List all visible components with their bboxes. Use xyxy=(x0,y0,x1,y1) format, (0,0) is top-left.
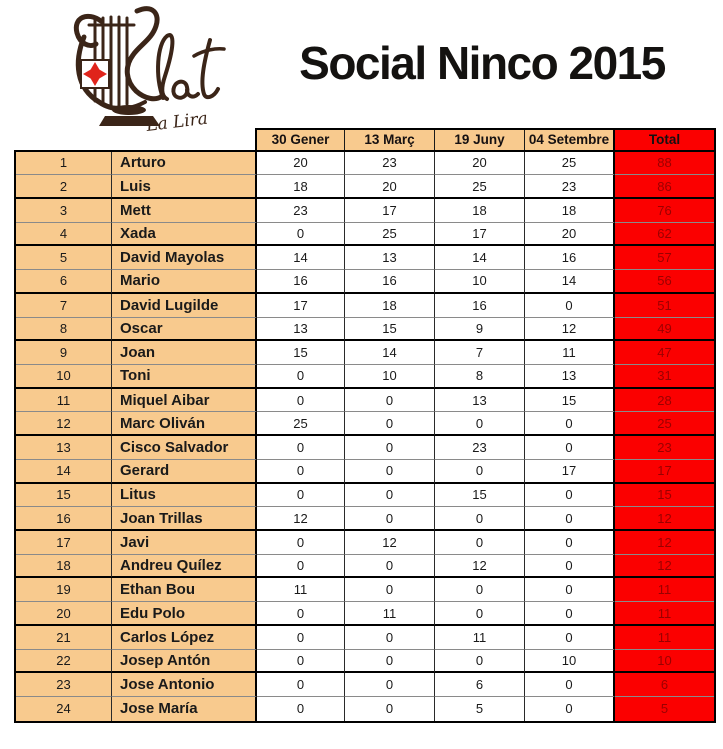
score-cell: 25 xyxy=(525,152,615,176)
total-cell: 10 xyxy=(615,650,714,674)
score-cell: 0 xyxy=(525,531,615,555)
score-cell: 0 xyxy=(435,578,525,602)
name-cell: Joan xyxy=(112,341,257,365)
total-cell: 56 xyxy=(615,270,714,294)
name-cell: Toni xyxy=(112,365,257,389)
total-cell: 15 xyxy=(615,484,714,508)
score-cell: 15 xyxy=(345,318,435,342)
score-cell: 0 xyxy=(345,460,435,484)
score-cell: 0 xyxy=(345,626,435,650)
name-cell: Edu Polo xyxy=(112,602,257,626)
score-cell: 0 xyxy=(257,531,345,555)
score-cell: 5 xyxy=(435,697,525,721)
score-cell: 13 xyxy=(435,389,525,413)
table-row xyxy=(16,365,714,389)
score-cell: 10 xyxy=(525,650,615,674)
total-cell: 17 xyxy=(615,460,714,484)
table-row xyxy=(16,602,714,626)
score-cell: 23 xyxy=(345,152,435,176)
rank-cell: 1 xyxy=(16,152,112,176)
total-cell: 25 xyxy=(615,412,714,436)
name-cell: Xada xyxy=(112,223,257,247)
score-cell: 23 xyxy=(257,199,345,223)
name-cell: Arturo xyxy=(112,152,257,176)
name-cell: David Lugilde xyxy=(112,294,257,318)
rank-cell: 10 xyxy=(16,365,112,389)
score-cell: 9 xyxy=(435,318,525,342)
rank-cell: 8 xyxy=(16,318,112,342)
score-cell: 15 xyxy=(525,389,615,413)
rank-cell: 14 xyxy=(16,460,112,484)
total-cell: 11 xyxy=(615,626,714,650)
name-cell: Joan Trillas xyxy=(112,507,257,531)
table-row xyxy=(16,555,714,579)
score-cell: 0 xyxy=(257,460,345,484)
score-cell: 15 xyxy=(435,484,525,508)
score-cell: 0 xyxy=(525,673,615,697)
score-cell: 20 xyxy=(435,152,525,176)
total-cell: 57 xyxy=(615,246,714,270)
score-cell: 0 xyxy=(525,578,615,602)
name-cell: Mett xyxy=(112,199,257,223)
score-cell: 16 xyxy=(435,294,525,318)
table-row xyxy=(16,412,714,436)
score-cell: 13 xyxy=(345,246,435,270)
slot-script xyxy=(158,35,224,99)
score-cell: 16 xyxy=(525,246,615,270)
rank-cell: 17 xyxy=(16,531,112,555)
column-header: 30 Gener xyxy=(257,130,345,151)
score-cell: 0 xyxy=(525,294,615,318)
score-cell: 0 xyxy=(525,436,615,460)
table-row xyxy=(16,175,714,199)
total-cell: 62 xyxy=(615,223,714,247)
name-cell: Ethan Bou xyxy=(112,578,257,602)
score-cell: 17 xyxy=(257,294,345,318)
score-cell: 20 xyxy=(525,223,615,247)
table-row xyxy=(16,697,714,721)
score-cell: 18 xyxy=(345,294,435,318)
lyre-icon xyxy=(55,4,247,140)
rank-cell: 13 xyxy=(16,436,112,460)
total-cell: 11 xyxy=(615,578,714,602)
score-cell: 0 xyxy=(257,365,345,389)
table-row xyxy=(16,507,714,531)
column-header: 13 Març xyxy=(345,130,435,151)
name-cell: Jose María xyxy=(112,697,257,721)
rank-cell: 20 xyxy=(16,602,112,626)
table-row xyxy=(16,199,714,223)
rank-cell: 9 xyxy=(16,341,112,365)
total-cell: 12 xyxy=(615,555,714,579)
score-cell: 23 xyxy=(435,436,525,460)
score-cell: 0 xyxy=(525,697,615,721)
total-cell: 88 xyxy=(615,152,714,176)
score-cell: 0 xyxy=(257,650,345,674)
score-cell: 15 xyxy=(257,341,345,365)
score-cell: 11 xyxy=(345,602,435,626)
score-cell: 0 xyxy=(257,484,345,508)
column-header-total: Total xyxy=(615,130,714,151)
rank-cell: 12 xyxy=(16,412,112,436)
score-cell: 14 xyxy=(435,246,525,270)
score-cell: 0 xyxy=(345,555,435,579)
table-row xyxy=(16,270,714,294)
score-cell: 14 xyxy=(257,246,345,270)
total-cell: 11 xyxy=(615,602,714,626)
total-cell: 47 xyxy=(615,341,714,365)
score-cell: 18 xyxy=(435,199,525,223)
rank-cell: 7 xyxy=(16,294,112,318)
table-row xyxy=(16,389,714,413)
total-cell: 5 xyxy=(615,697,714,721)
table-row xyxy=(16,318,714,342)
score-cell: 0 xyxy=(435,531,525,555)
rank-cell: 24 xyxy=(16,697,112,721)
score-cell: 0 xyxy=(257,436,345,460)
score-cell: 0 xyxy=(345,507,435,531)
la-lira-logo xyxy=(55,4,247,140)
total-cell: 49 xyxy=(615,318,714,342)
score-cell: 0 xyxy=(345,673,435,697)
score-cell: 12 xyxy=(257,507,345,531)
rank-cell: 22 xyxy=(16,650,112,674)
score-cell: 0 xyxy=(525,507,615,531)
table-row xyxy=(16,484,714,508)
score-cell: 13 xyxy=(525,365,615,389)
score-cell: 16 xyxy=(257,270,345,294)
total-cell: 28 xyxy=(615,389,714,413)
name-cell: Cisco Salvador xyxy=(112,436,257,460)
table-row xyxy=(16,626,714,650)
score-cell: 0 xyxy=(345,436,435,460)
total-cell: 76 xyxy=(615,199,714,223)
total-cell: 12 xyxy=(615,531,714,555)
table-row xyxy=(16,531,714,555)
total-cell: 31 xyxy=(615,365,714,389)
score-cell: 12 xyxy=(525,318,615,342)
name-cell: Jose Antonio xyxy=(112,673,257,697)
score-cell: 23 xyxy=(525,175,615,199)
score-cell: 8 xyxy=(435,365,525,389)
score-cell: 10 xyxy=(345,365,435,389)
name-cell: Javi xyxy=(112,531,257,555)
score-cell: 0 xyxy=(345,484,435,508)
red-cross-icon xyxy=(81,60,109,88)
rank-cell: 2 xyxy=(16,175,112,199)
name-cell: Andreu Quílez xyxy=(112,555,257,579)
total-cell: 51 xyxy=(615,294,714,318)
score-cell: 0 xyxy=(257,555,345,579)
score-cell: 0 xyxy=(435,460,525,484)
table-row xyxy=(16,246,714,270)
table-row xyxy=(16,436,714,460)
score-cell: 11 xyxy=(257,578,345,602)
table-header-row xyxy=(255,128,716,153)
name-cell: Oscar xyxy=(112,318,257,342)
name-cell: Josep Antón xyxy=(112,650,257,674)
column-header: 19 Juny xyxy=(435,130,525,151)
score-cell: 0 xyxy=(525,602,615,626)
score-cell: 13 xyxy=(257,318,345,342)
score-cell: 0 xyxy=(257,389,345,413)
table-row xyxy=(16,650,714,674)
score-cell: 25 xyxy=(257,412,345,436)
total-cell: 23 xyxy=(615,436,714,460)
score-cell: 17 xyxy=(345,199,435,223)
score-cell: 0 xyxy=(257,602,345,626)
score-cell: 18 xyxy=(257,175,345,199)
table-row xyxy=(16,152,714,176)
table-row xyxy=(16,460,714,484)
score-cell: 0 xyxy=(345,412,435,436)
score-cell: 0 xyxy=(435,507,525,531)
total-cell: 12 xyxy=(615,507,714,531)
name-cell: Luis xyxy=(112,175,257,199)
score-cell: 6 xyxy=(435,673,525,697)
name-cell: Gerard xyxy=(112,460,257,484)
score-cell: 0 xyxy=(345,578,435,602)
score-cell: 20 xyxy=(257,152,345,176)
page-title: Social Ninco 2015 xyxy=(299,37,665,89)
rank-cell: 15 xyxy=(16,484,112,508)
score-cell: 16 xyxy=(345,270,435,294)
score-cell: 0 xyxy=(435,650,525,674)
score-cell: 25 xyxy=(345,223,435,247)
table-row xyxy=(16,294,714,318)
score-cell: 0 xyxy=(345,650,435,674)
rank-cell: 18 xyxy=(16,555,112,579)
score-cell: 17 xyxy=(525,460,615,484)
rank-cell: 21 xyxy=(16,626,112,650)
column-header: 04 Setembre xyxy=(525,130,615,151)
table-row xyxy=(16,673,714,697)
name-cell: Carlos López xyxy=(112,626,257,650)
score-cell: 7 xyxy=(435,341,525,365)
table-row xyxy=(16,578,714,602)
total-cell: 6 xyxy=(615,673,714,697)
score-cell: 0 xyxy=(345,389,435,413)
score-cell: 10 xyxy=(435,270,525,294)
score-cell: 0 xyxy=(525,555,615,579)
rank-cell: 5 xyxy=(16,246,112,270)
score-cell: 17 xyxy=(435,223,525,247)
rank-cell: 23 xyxy=(16,673,112,697)
name-cell: Miquel Aibar xyxy=(112,389,257,413)
rank-cell: 3 xyxy=(16,199,112,223)
rank-cell: 6 xyxy=(16,270,112,294)
table-row xyxy=(16,341,714,365)
score-cell: 0 xyxy=(257,673,345,697)
rank-cell: 11 xyxy=(16,389,112,413)
score-cell: 14 xyxy=(345,341,435,365)
name-cell: Mario xyxy=(112,270,257,294)
score-cell: 0 xyxy=(257,626,345,650)
name-cell: David Mayolas xyxy=(112,246,257,270)
score-cell: 25 xyxy=(435,175,525,199)
score-cell: 0 xyxy=(525,484,615,508)
score-cell: 0 xyxy=(435,602,525,626)
name-cell: Litus xyxy=(112,484,257,508)
name-cell: Marc Oliván xyxy=(112,412,257,436)
score-cell: 18 xyxy=(525,199,615,223)
score-cell: 12 xyxy=(345,531,435,555)
score-cell: 0 xyxy=(345,697,435,721)
score-cell: 0 xyxy=(525,412,615,436)
rank-cell: 4 xyxy=(16,223,112,247)
score-cell: 0 xyxy=(435,412,525,436)
rank-cell: 19 xyxy=(16,578,112,602)
score-cell: 0 xyxy=(525,626,615,650)
score-cell: 11 xyxy=(435,626,525,650)
total-cell: 86 xyxy=(615,175,714,199)
table-body xyxy=(14,150,716,723)
score-cell: 20 xyxy=(345,175,435,199)
score-cell: 11 xyxy=(525,341,615,365)
table-row xyxy=(16,223,714,247)
score-cell: 14 xyxy=(525,270,615,294)
score-cell: 0 xyxy=(257,223,345,247)
rank-cell: 16 xyxy=(16,507,112,531)
score-cell: 0 xyxy=(257,697,345,721)
logo-caption-text: La Lira xyxy=(145,108,209,136)
score-cell: 12 xyxy=(435,555,525,579)
